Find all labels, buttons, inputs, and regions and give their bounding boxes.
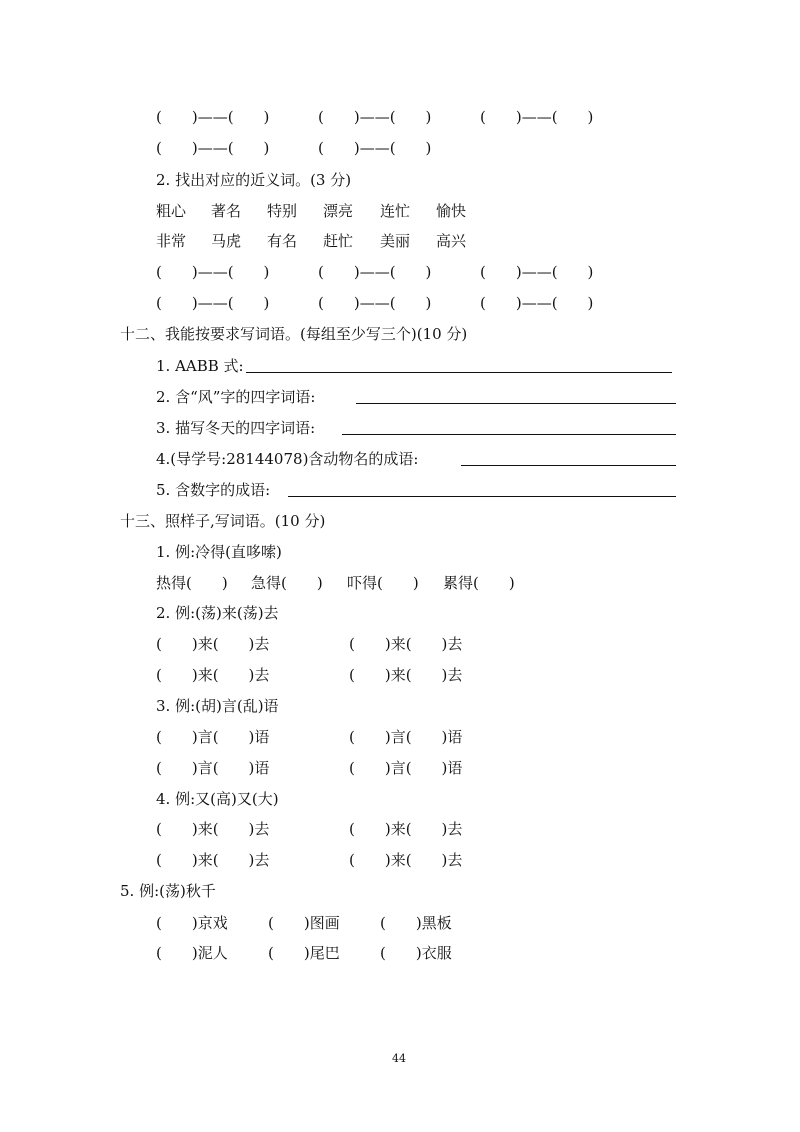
fill-item: 热得( ) xyxy=(156,574,228,592)
fill-item: ( )尾巴 xyxy=(268,944,340,962)
answer-line[interactable] xyxy=(342,434,676,435)
fill-item: ( )衣服 xyxy=(380,944,452,962)
s13-ex3-row-1 xyxy=(0,728,800,746)
fill-item: ( )来( )去 xyxy=(349,851,463,869)
fill-item: 急得( ) xyxy=(251,574,323,592)
s12-item-2: 2. 含“风”字的四字词语: xyxy=(156,388,316,406)
q2-words-a xyxy=(0,202,800,220)
s13-example-1: 1. 例:冷得(直哆嗦) xyxy=(156,543,282,561)
s13-ex4-row-2 xyxy=(0,851,800,869)
s5-example: 5. 例:(荡)秋千 xyxy=(120,882,216,900)
fill-item: ( )来( )去 xyxy=(349,666,463,684)
s12-item-1: 1. AABB 式: xyxy=(156,357,244,375)
answer-line[interactable] xyxy=(246,372,672,373)
pair-row-2 xyxy=(0,139,800,157)
s13-example-4: 4. 例:又(高)又(大) xyxy=(156,790,279,808)
fill-item: ( )图画 xyxy=(268,914,340,932)
pair-blank: ( )——( ) xyxy=(156,108,270,126)
pair-blank: ( )——( ) xyxy=(318,294,432,312)
word: 漂亮 xyxy=(323,202,354,220)
q2-pair-row-2 xyxy=(0,294,800,312)
s5-row-1 xyxy=(0,914,800,932)
pair-blank: ( )——( ) xyxy=(318,139,432,157)
fill-item: ( )来( )去 xyxy=(349,820,463,838)
section-12-title: 十二、我能按要求写词语。(每组至少写三个)(10 分) xyxy=(120,325,468,343)
q2-title: 2. 找出对应的近义词。(3 分) xyxy=(156,171,352,189)
fill-item: ( )言( )语 xyxy=(156,759,270,777)
s13-ex2-row-2 xyxy=(0,666,800,684)
section-13-title: 十三、照样子,写词语。(10 分) xyxy=(120,512,326,530)
fill-item: ( )来( )去 xyxy=(156,820,270,838)
answer-line[interactable] xyxy=(356,403,676,404)
pair-blank: ( )——( ) xyxy=(480,263,594,281)
fill-item: ( )来( )去 xyxy=(349,635,463,653)
fill-item: ( )来( )去 xyxy=(156,635,270,653)
word: 连忙 xyxy=(380,202,411,220)
fill-item: ( )泥人 xyxy=(156,944,228,962)
pair-blank: ( )——( ) xyxy=(156,294,270,312)
fill-item: ( )黑板 xyxy=(380,914,452,932)
s13-ex3-row-2 xyxy=(0,759,800,777)
page-number: 44 xyxy=(392,1052,406,1065)
pair-blank: ( )——( ) xyxy=(318,108,432,126)
s13-ex2-row-1 xyxy=(0,635,800,653)
word: 非常 xyxy=(156,232,187,250)
pair-blank: ( )——( ) xyxy=(156,139,270,157)
q2-words-b xyxy=(0,232,800,250)
fill-item: ( )京戏 xyxy=(156,914,228,932)
s13-ex4-row-1 xyxy=(0,820,800,838)
pair-blank: ( )——( ) xyxy=(480,108,594,126)
pair-row-1 xyxy=(0,108,800,126)
s12-item-5: 5. 含数字的成语: xyxy=(156,481,271,499)
s12-item-4: 4.(导学号:28144078)含动物名的成语: xyxy=(156,450,419,468)
pair-blank: ( )——( ) xyxy=(480,294,594,312)
word: 著名 xyxy=(211,202,242,220)
s5-row-2 xyxy=(0,944,800,962)
fill-item: ( )言( )语 xyxy=(156,728,270,746)
q2-pair-row-1 xyxy=(0,263,800,281)
s13-example-3: 3. 例:(胡)言(乱)语 xyxy=(156,697,279,715)
word: 有名 xyxy=(267,232,298,250)
word: 愉快 xyxy=(436,202,467,220)
fill-item: 累得( ) xyxy=(443,574,515,592)
pair-blank: ( )——( ) xyxy=(318,263,432,281)
word: 高兴 xyxy=(436,232,467,250)
answer-line[interactable] xyxy=(288,496,676,497)
fill-item: ( )来( )去 xyxy=(156,666,270,684)
fill-item: ( )言( )语 xyxy=(349,728,463,746)
word: 美丽 xyxy=(380,232,411,250)
fill-item: 吓得( ) xyxy=(347,574,419,592)
pair-blank: ( )——( ) xyxy=(156,263,270,281)
s12-item-3: 3. 描写冬天的四字词语: xyxy=(156,419,316,437)
fill-item: ( )言( )语 xyxy=(349,759,463,777)
s13-example-2: 2. 例:(荡)来(荡)去 xyxy=(156,604,279,622)
word: 粗心 xyxy=(156,202,187,220)
s13-ex1-row xyxy=(0,574,800,592)
fill-item: ( )来( )去 xyxy=(156,851,270,869)
word: 赶忙 xyxy=(323,232,354,250)
answer-line[interactable] xyxy=(461,465,676,466)
word: 特别 xyxy=(267,202,298,220)
word: 马虎 xyxy=(211,232,242,250)
